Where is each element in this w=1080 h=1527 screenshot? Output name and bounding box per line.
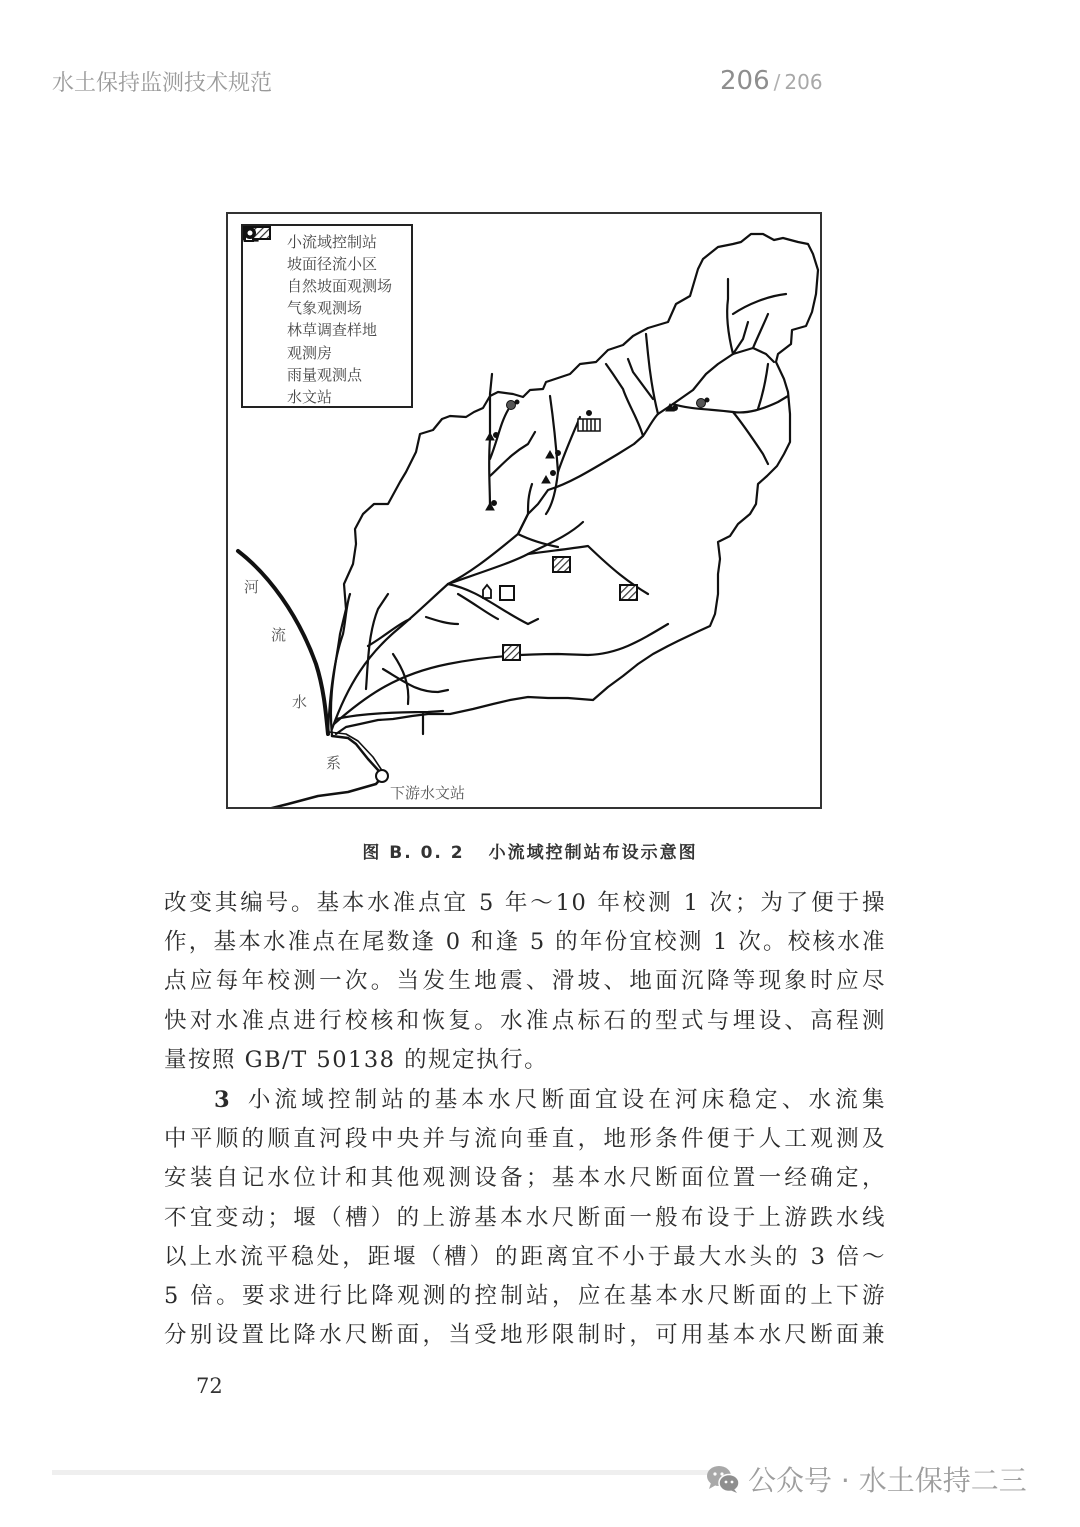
page-number: 72	[196, 1374, 223, 1398]
legend-label: 观测房	[287, 343, 333, 362]
text-line-first	[164, 1081, 886, 1120]
control-station-icon	[546, 451, 554, 458]
legend-label: 林草调查样地	[287, 321, 378, 340]
legend-label: 自然坡面观测场	[287, 276, 393, 295]
downstream-station-symbol	[376, 770, 388, 782]
text-line: 量按照 GB/T 50138 的规定执行。	[164, 1046, 549, 1073]
map-legend	[241, 224, 413, 408]
text-line: 不宜变动；堰（槽）的上游基本水尺断面一般布设于上游跌水线	[164, 1204, 886, 1231]
legend-label: 气象观测场	[287, 299, 363, 318]
river-label-3: 水	[292, 693, 308, 711]
river-label-4: 系	[326, 754, 342, 772]
text-line: 中平顺的顺直河段中央并与流向垂直，地形条件便于人工观测及	[164, 1126, 886, 1153]
total-pages: 206	[784, 70, 823, 94]
text-line: 快对水准点进行校核和恢复。水准点标石的型式与埋设、高程测	[164, 1007, 886, 1034]
watershed-figure	[226, 212, 822, 809]
forest-plot-symbol	[503, 645, 520, 660]
legend-label: 雨量观测点	[287, 365, 363, 384]
legend-item-weather-station	[249, 297, 411, 319]
river-label-2: 流	[271, 626, 287, 644]
legend-label: 坡面径流小区	[287, 254, 378, 273]
control-station-icon	[486, 433, 494, 440]
page-separator: /	[773, 70, 781, 94]
forest-plot-symbol	[620, 585, 637, 600]
legend-item-natural-slope	[249, 274, 411, 296]
text-line: 以上水流平稳处，距堰（槽）的距离宜不小于最大水头的 3 倍～	[164, 1243, 886, 1270]
document-title: 水土保持监测技术规范	[52, 71, 273, 96]
legend-item-hydrology-station	[249, 385, 411, 407]
control-station-icon	[542, 476, 550, 483]
figure-caption	[0, 838, 1060, 863]
runoff-plot-symbol	[578, 419, 600, 431]
wechat-icon	[706, 1464, 740, 1494]
body-paragraph-1	[164, 884, 886, 1080]
footer-divider	[52, 1470, 712, 1475]
forest-plot-symbol	[553, 557, 570, 572]
downstream-station-label: 下游水文站	[390, 784, 466, 802]
weather-station-symbol	[500, 586, 514, 600]
legend-label: 小流域控制站	[287, 232, 378, 251]
river-label-1: 河	[244, 578, 260, 596]
text-line: 5 倍。要求进行比降观测的控制站，应在基本水尺断面的上下游	[164, 1283, 886, 1310]
legend-item-rain-gauge	[249, 363, 411, 385]
text-line: 点应每年校测一次。当发生地震、滑坡、地面沉降等现象时应尽	[164, 968, 886, 995]
text-line: 分别设置比降水尺断面，当受地形限制时，可用基本水尺断面兼	[164, 1322, 886, 1349]
text-line: 作，基本水准点在尾数逢 0 和逢 5 的年份宜校测 1 次。校核水准	[164, 929, 886, 956]
legend-item-observation-house	[249, 341, 411, 363]
watermark	[706, 1459, 1027, 1499]
text-line: 改变其编号。基本水准点宜 5 年～10 年校测 1 次；为了便于操	[164, 890, 886, 916]
body-paragraph-item-3	[164, 1081, 886, 1355]
legend-item-runoff-plot	[249, 252, 411, 274]
watermark-text: 公众号 · 水土保持二三	[748, 1464, 1027, 1497]
legend-item-control-station	[249, 230, 411, 252]
legend-label: 水文站	[287, 387, 333, 406]
item-number: 3	[214, 1087, 232, 1113]
text-line: 安装自记水位计和其他观测设备；基本水尺断面位置一经确定，	[164, 1165, 886, 1192]
observation-house-symbol	[483, 585, 491, 598]
text-line-content: 小流域控制站的基本水尺断面宜设在河床稳定、水流集	[245, 1087, 886, 1113]
figure-number: 图 B. 0. 2	[362, 843, 465, 863]
current-page: 206	[720, 66, 770, 96]
legend-item-forest-plot	[249, 319, 411, 341]
figure-title: 小流域控制站布设示意图	[488, 843, 698, 863]
page-indicator	[720, 66, 823, 96]
